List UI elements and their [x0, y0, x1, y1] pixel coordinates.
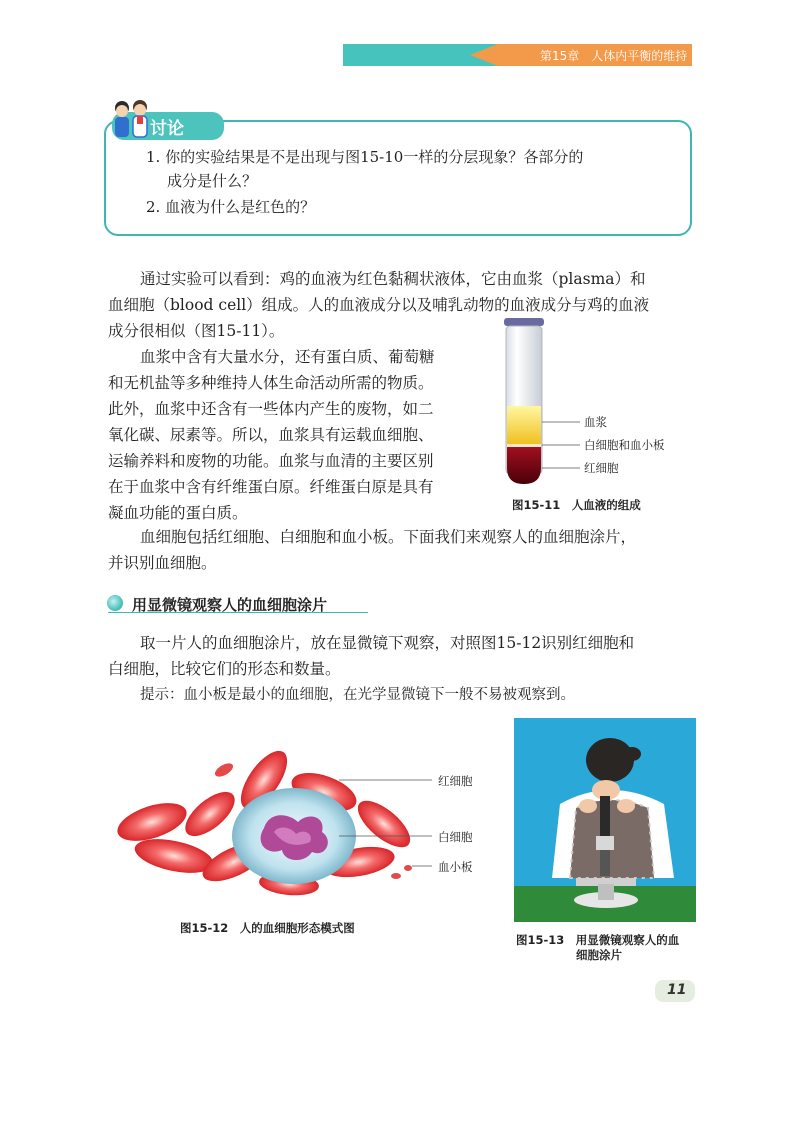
section-body-line1: 取一片人的血细胞涂片，放在显微镜下观察，对照图15-12识别红细胞和	[140, 634, 635, 652]
para1-line2: 血细胞（blood cell）组成。人的血液成分以及哺乳动物的血液成分与鸡的血液	[108, 296, 650, 314]
figure-11-caption: 图15-11 人血液的组成	[512, 498, 641, 512]
section-bullet-icon	[107, 595, 123, 611]
label-rbc-tube: 红细胞	[584, 461, 619, 475]
figure-13-caption-line1: 图15-13 用显微镜观察人的血	[516, 933, 680, 947]
label-platelet: 血小板	[438, 860, 473, 874]
label-rbc: 红细胞	[438, 774, 473, 788]
para2-line4: 氧化碳、尿素等。所以，血浆具有运载血细胞、	[108, 426, 434, 444]
discussion-q1-line2: 成分是什么？	[167, 172, 258, 190]
para2-line2: 和无机盐等多种维持人体生命活动所需的物质。	[108, 374, 434, 392]
para2-line3: 此外，血浆中还含有一些体内产生的废物，如二	[108, 400, 434, 418]
label-plasma: 血浆	[584, 415, 607, 429]
chapter-title: 第15章 人体内平衡的维持	[540, 49, 688, 63]
para2-line1: 血浆中含有大量水分，还有蛋白质、葡萄糖	[140, 348, 435, 366]
para2-line5: 运输养料和废物的功能。血浆与血清的主要区别	[108, 452, 434, 470]
page-number: 11	[667, 982, 687, 998]
section-title: 用显微镜观察人的血细胞涂片	[132, 596, 328, 614]
section-body-line2: 白细胞，比较它们的形态和数量。	[108, 660, 341, 678]
discussion-q1-line1: 1. 你的实验结果是不是出现与图15-10一样的分层现象？各部分的	[146, 148, 584, 166]
label-wbc-platelet: 白细胞和血小板	[584, 438, 665, 452]
para2-line6: 在于血浆中含有纤维蛋白原。纤维蛋白原是具有	[108, 478, 434, 496]
discussion-q2: 2. 血液为什么是红色的？	[146, 198, 316, 216]
label-wbc: 白细胞	[438, 830, 473, 844]
figure-test-tube	[488, 318, 648, 494]
figure-blood-cells	[114, 744, 484, 904]
para1-line3: 成分很相似（图15-11）。	[108, 322, 285, 340]
figure-13-caption-line2: 细胞涂片	[576, 948, 622, 962]
figure-microscope-photo	[514, 718, 696, 922]
discussion-title: 讨论	[150, 119, 184, 139]
figure-12-caption: 图15-12 人的血细胞形态模式图	[180, 921, 355, 935]
para3-line1: 血细胞包括红细胞、白细胞和血小板。下面我们来观察人的血细胞涂片，	[140, 528, 637, 546]
para1-line1: 通过实验可以看到：鸡的血液为红色黏稠状液体，它由血浆（plasma）和	[140, 270, 646, 288]
para2-line7: 凝血功能的蛋白质。	[108, 504, 248, 522]
section-hint: 提示：血小板是最小的血细胞，在光学显微镜下一般不易被观察到。	[140, 687, 575, 703]
students-icon	[108, 98, 156, 140]
para3-line2: 并识别血细胞。	[108, 554, 217, 572]
